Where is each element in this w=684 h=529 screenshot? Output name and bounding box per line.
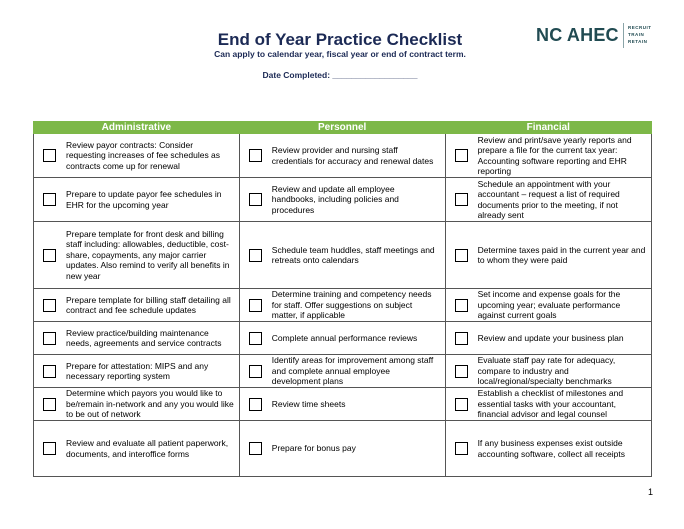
- checklist-item: [240, 442, 445, 455]
- checklist-item-text: Review payor contracts: Consider requesting increases of fee schedules as contracts come up for renewal: [66, 139, 221, 171]
- page-title: End of Year Practice Checklist: [217, 30, 463, 49]
- checkbox[interactable]: [455, 249, 468, 262]
- checkbox[interactable]: [43, 365, 56, 378]
- checklist-cell-administrative: [34, 178, 240, 222]
- checklist-cell-personnel: [239, 134, 445, 178]
- checklist-item-text: Determine training and competency needs for staff. Offer suggestions on subject matter, if applicable: [271, 289, 432, 321]
- column-header-administrative: Administrative: [34, 122, 240, 134]
- checklist-item-text: Identify areas for improvement among staff and complete annual employee development plans: [271, 355, 434, 387]
- logo-tagline: [628, 24, 652, 45]
- checklist-item-text: Schedule an appointment with your accountant – request a list of required documents prior to the meeting, if not already sent: [477, 178, 620, 220]
- checklist-cell-personnel: [239, 421, 445, 477]
- table-row: [34, 322, 652, 355]
- checkbox[interactable]: [455, 149, 468, 162]
- checklist-item-text: Review and update all employee handbooks, including policies and procedures: [271, 183, 399, 215]
- checklist-item-text: Schedule team huddles, staff meetings and retreats onto calendars: [271, 244, 435, 265]
- checklist-item: [34, 229, 239, 282]
- table-row: [34, 222, 652, 289]
- page-subtitle: Can apply to calendar year, fiscal year or end of contract term.: [214, 49, 466, 59]
- checklist-cell-administrative: [34, 322, 240, 355]
- logo-tagline-recruit: RECRUIT: [628, 25, 652, 30]
- checklist-item: [240, 184, 445, 216]
- checklist-item: [34, 295, 239, 316]
- checklist-item-text: Review provider and nursing staff credentials for accuracy and renewal dates: [271, 145, 434, 166]
- checklist-item: [240, 398, 445, 411]
- checklist-table: [33, 121, 652, 477]
- checklist-item-text: Review time sheets: [271, 398, 346, 409]
- checklist-item: [34, 140, 239, 172]
- checklist-item-text: Review practice/building maintenance needs, agreements and service contracts: [66, 327, 222, 348]
- checklist-cell-personnel: [239, 222, 445, 289]
- checkbox[interactable]: [43, 299, 56, 312]
- checklist-item: [446, 245, 651, 266]
- checklist-item-text: Prepare to update payor fee schedules in EHR for the upcoming year: [66, 189, 222, 210]
- checklist-item-text: Complete annual performance reviews: [271, 332, 418, 343]
- checklist-cell-financial: [445, 421, 651, 477]
- checklist-cell-financial: [445, 222, 651, 289]
- table-row: [34, 289, 652, 322]
- checklist-item: [446, 289, 651, 321]
- checkbox[interactable]: [43, 398, 56, 411]
- date-completed-field: Date Completed: __________________: [262, 70, 418, 80]
- checkbox[interactable]: [249, 442, 262, 455]
- checklist-item: [446, 332, 651, 345]
- checklist-cell-financial: [445, 355, 651, 388]
- checklist-item-text: Prepare template for front desk and billing staff including: allowables, deductible, cost-share, copayments, any major carrier updates. Also remind to verify all benefits in new year: [66, 228, 230, 281]
- checklist-item-text: If any business expenses exist outside accounting software, collect all receipts: [477, 438, 625, 459]
- checklist-item: [240, 289, 445, 321]
- checklist-cell-personnel: [239, 289, 445, 322]
- checkbox[interactable]: [455, 193, 468, 206]
- table-row: [34, 388, 652, 421]
- logo-wordmark: NC AHEC: [536, 25, 619, 45]
- checklist-cell-administrative: [34, 355, 240, 388]
- checklist-item: [240, 145, 445, 166]
- checklist-cell-financial: [445, 388, 651, 421]
- checklist-item: [446, 355, 651, 387]
- checklist-cell-personnel: [239, 355, 445, 388]
- checklist-item: [446, 135, 651, 177]
- checklist-item: [34, 361, 239, 382]
- checklist-item-text: Review and print/save yearly reports and prepare a file for the current tax year: Accounting software reporting and EHR reporting: [477, 134, 632, 176]
- column-header-financial: Financial: [445, 122, 651, 134]
- checkbox[interactable]: [249, 193, 262, 206]
- checkbox[interactable]: [455, 299, 468, 312]
- checkbox[interactable]: [249, 332, 262, 345]
- checklist-item-text: Review and evaluate all patient paperwork, documents, and interoffice forms: [66, 438, 229, 459]
- checklist-item-text: Prepare template for billing staff detailing all contract and fee schedule updates: [66, 294, 231, 315]
- table-row: [34, 355, 652, 388]
- checklist-item: [240, 355, 445, 387]
- checklist-item: [240, 245, 445, 266]
- checkbox[interactable]: [249, 149, 262, 162]
- checklist-item-text: Review and update your business plan: [477, 332, 624, 343]
- checklist-cell-administrative: [34, 222, 240, 289]
- checkbox[interactable]: [43, 442, 56, 455]
- checkbox[interactable]: [455, 365, 468, 378]
- checkbox[interactable]: [43, 193, 56, 206]
- checklist-cell-financial: [445, 134, 651, 178]
- checklist-cell-financial: [445, 289, 651, 322]
- logo-tagline-train: TRAIN: [628, 32, 645, 37]
- checklist-cell-personnel: [239, 322, 445, 355]
- checkbox[interactable]: [249, 365, 262, 378]
- checkbox[interactable]: [43, 149, 56, 162]
- checklist-item: [34, 189, 239, 210]
- checklist-cell-financial: [445, 178, 651, 222]
- checklist-item: [34, 328, 239, 349]
- checkbox[interactable]: [249, 398, 262, 411]
- checkbox[interactable]: [455, 332, 468, 345]
- checklist-item-text: Establish a checklist of milestones and essential tasks with your accountant, financial advisor and legal counsel: [477, 388, 624, 420]
- checkbox[interactable]: [249, 299, 262, 312]
- checklist-item: [446, 438, 651, 459]
- table-row: [34, 178, 652, 222]
- checklist-item: [240, 332, 445, 345]
- checklist-item-text: Determine which payors you would like to be/remain in-network and any you would like to be out of network: [66, 388, 234, 420]
- column-header-personnel: Personnel: [239, 122, 445, 134]
- checklist-item: [34, 438, 239, 459]
- checklist-cell-personnel: [239, 388, 445, 421]
- checklist-cell-financial: [445, 322, 651, 355]
- checklist-cell-administrative: [34, 289, 240, 322]
- checkbox[interactable]: [455, 398, 468, 411]
- checklist-item-text: Prepare for attestation: MIPS and any necessary reporting system: [66, 360, 209, 381]
- checklist-cell-administrative: [34, 388, 240, 421]
- logo-divider: [623, 23, 624, 48]
- table-header-row: [34, 122, 652, 134]
- table-row: [34, 421, 652, 477]
- checklist-cell-administrative: [34, 134, 240, 178]
- checklist-item-text: Prepare for bonus pay: [271, 443, 356, 454]
- page-number: 1: [648, 487, 654, 497]
- checkbox[interactable]: [249, 249, 262, 262]
- checkbox[interactable]: [43, 249, 56, 262]
- checkbox[interactable]: [43, 332, 56, 345]
- logo-tagline-retain: RETAIN: [628, 39, 648, 44]
- checklist-item: [34, 388, 239, 420]
- checkbox[interactable]: [455, 442, 468, 455]
- checklist-item: [446, 388, 651, 420]
- checklist-item-text: Set income and expense goals for the upcoming year; evaluate performance against current goals: [477, 289, 621, 321]
- checklist-item-text: Evaluate staff pay rate for adequacy, compare to industry and local/regional/specialty benchmarks: [477, 355, 616, 387]
- checklist-item: [446, 179, 651, 221]
- checklist-item-text: Determine taxes paid in the current year and to whom they were paid: [477, 244, 646, 265]
- checklist-cell-personnel: [239, 178, 445, 222]
- checklist-cell-administrative: [34, 421, 240, 477]
- table-row: [34, 134, 652, 178]
